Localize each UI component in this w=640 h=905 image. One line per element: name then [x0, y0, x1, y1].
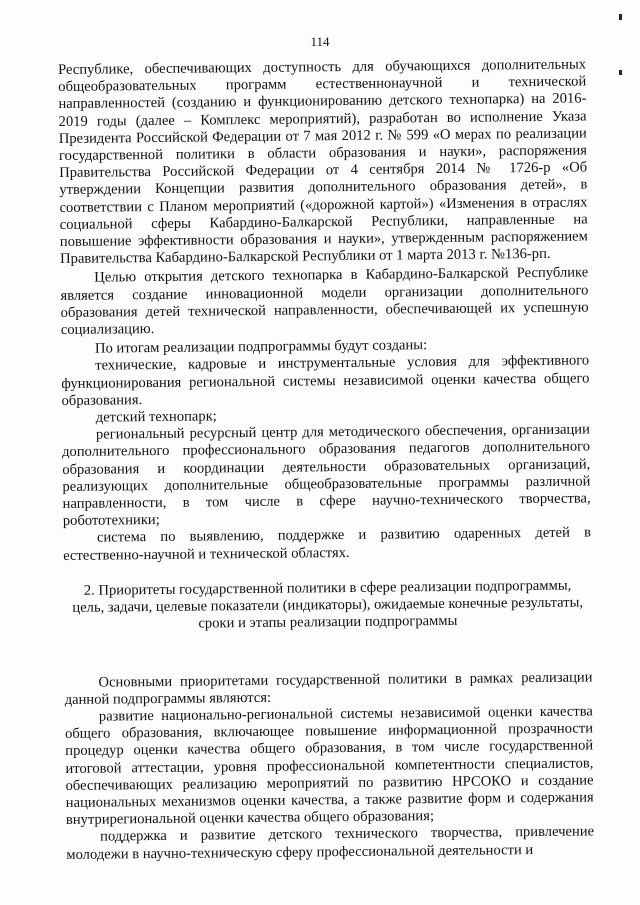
list-item: региональный ресурсный центр для методического обеспечения, организации дополнительного профессионального образования педагогов дополнительного образования и координации деятельности образовательных организаций, реализующих дополнительные общеобразовательные программы различной направленности, в том числе в сфере научно-технического творчества, робототехники; [62, 421, 591, 530]
paragraph: Республике, обеспечивающих доступность для обучающихся дополнительных общеобразовательных программ естественнонаучной и технической направленностей (созданию и функционированию детского технопарка) на 2016-2019 годы (далее – Комплекс мероприятий), разработан во исполнение Указа Президента Российской Федерации от 7 мая 2012 г. № 599 «О мерах по реализации государственной политики в области образования и науки», распоряжения Правительства Российской Федерации от 4 сентября 2014 № 1726-р «Об утверждении Концепции развития дополнительного образования детей», в соответствии с Планом мероприятий («дорожной картой») «Изменения в отраслях социальной сферы Кабардино-Балкарской Республики, направленные на повышение эффективности образования и науки», утвержденным распоряжением Правительства Кабардино-Балкарской Республики от 1 марта 2013 г. №136-рп. [58, 56, 588, 268]
scan-mark [619, 14, 622, 20]
section-heading-line: 2. Приоритеты государственной политики в сфере реализации подпрограммы, [83, 577, 572, 599]
list-item: система по выявлению, поддержке и развитию одаренных детей в естественно-научной и технической областях. [63, 524, 592, 564]
paragraph: Основными приоритетами государственной политики в рамках реализации данной подпрограммы являются: [64, 668, 593, 708]
section-heading-line: цель, задачи, целевые показатели (индикаторы), ожидаемые конечные результаты, [72, 594, 584, 616]
list-item: детский технопарк; [95, 408, 217, 426]
list-item: технические, кадровые и инструментальные условия для эффективного функционирования региональной системы независимой оценки качества общего образования. [61, 352, 590, 409]
section-heading-line: сроки и этапы реализации подпрограммы [198, 613, 458, 632]
scan-mark [619, 70, 622, 75]
list-item: развитие национально-региональной системы независимой оценки качества общего образования, включающее повышение информационной прозрачности процедур оценки качества общего образования, в том числе государственной итоговой аттестации, уровня профессиональной компетентности специалистов, обеспечивающих реализацию мероприятий по развитию НРСОКО и создание национальных механизмов оценки качества, а также развитие форм и содержания внутрирегиональной оценки качества общего образования; [64, 703, 594, 829]
document-body [58, 56, 594, 863]
section-heading [63, 577, 592, 634]
page-number: 114 [310, 34, 330, 49]
paragraph: Целью открытия детского технопарка в Кабардино-Балкарской Республике является создание инновационной модели организации дополнительного образования детей технической направленности, обеспечивающей их успешную социализацию. [60, 264, 589, 339]
list-item: поддержка и развитие детского технического творчества, привлечение молодежи в научно-техническую сферу профессиональной деятельности и [66, 823, 595, 863]
paragraph: По итогам реализации подпрограммы будут созданы: [94, 337, 428, 357]
